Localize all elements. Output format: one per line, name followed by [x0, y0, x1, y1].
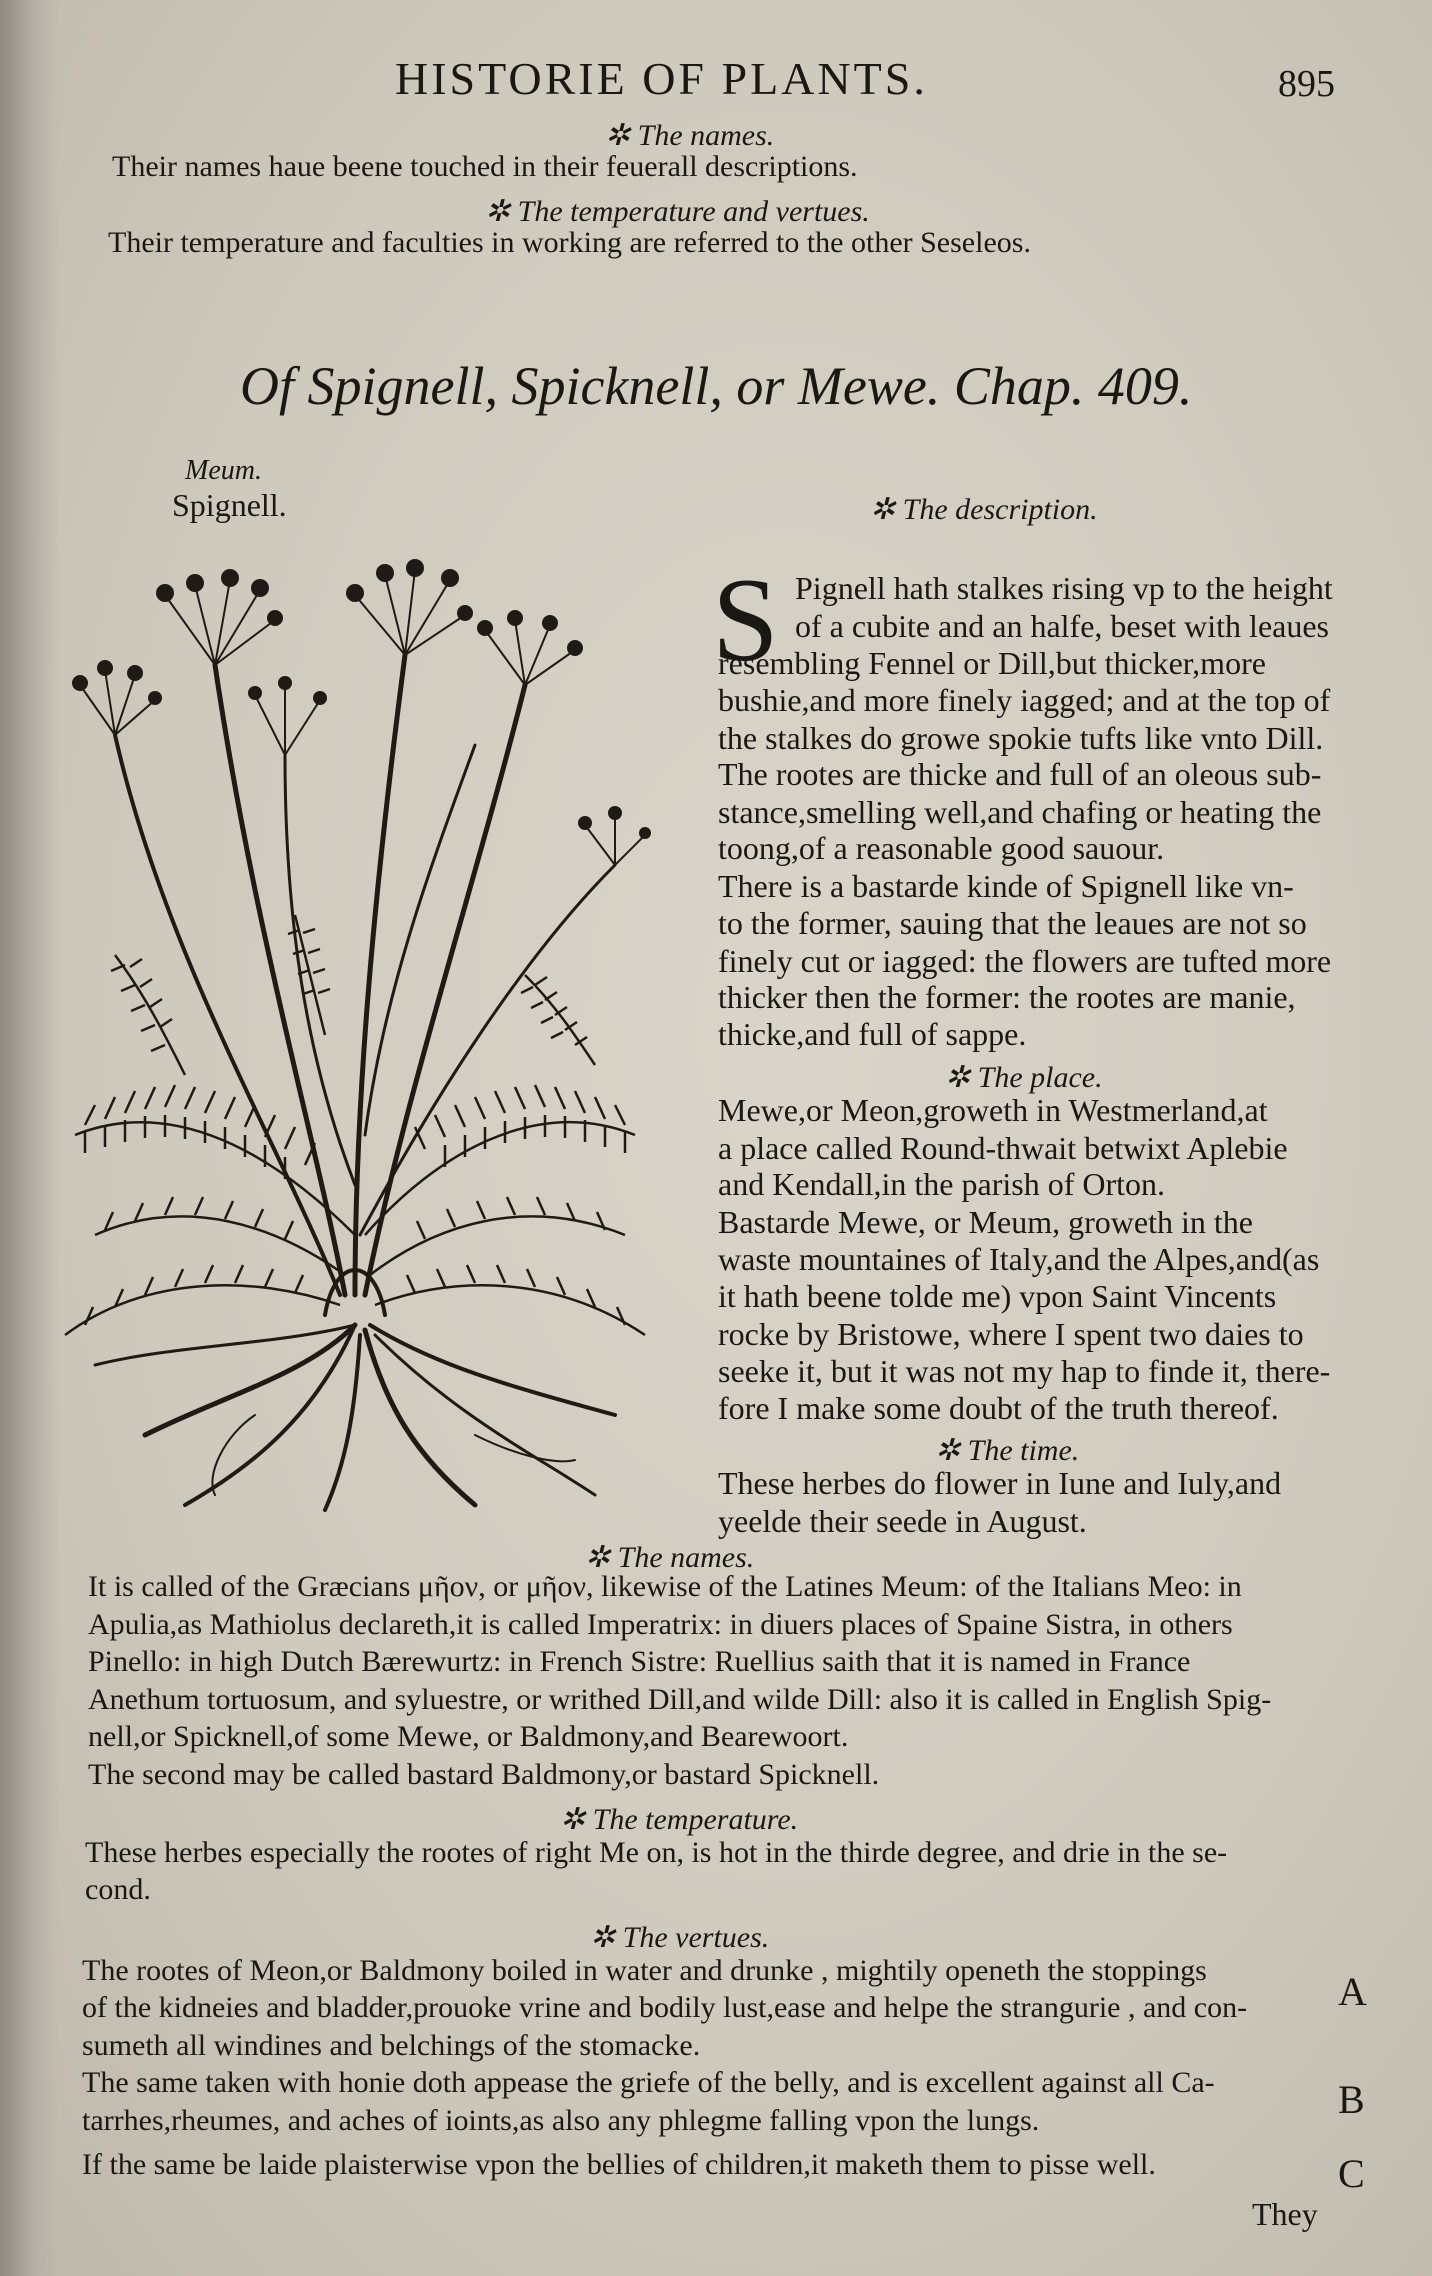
page-number: 895 [1278, 63, 1335, 105]
time-line: yeelde their seede in August. [718, 1503, 1087, 1539]
place-line: fore I make some doubt of the truth thereof. [718, 1390, 1279, 1426]
subhead-vertues: ✲ The vertues. [590, 1921, 770, 1954]
description-line: stance,smelling well,and chafing or heating the [718, 794, 1322, 830]
chapter-title: Of Spignell, Spicknell, or Mewe. Chap. 409. [240, 356, 1193, 416]
names-line: The second may be called bastard Baldmony,or bastard Spicknell. [88, 1758, 880, 1791]
temperature-line: cond. [85, 1873, 151, 1906]
description-line: finely cut or iagged: the flowers are tufted more [718, 943, 1332, 979]
description-line: the stalkes do growe spokie tufts like vnto Dill. [718, 720, 1324, 756]
names-line: Apulia,as Mathiolus declareth,it is called Imperatrix: in diuers places of Spaine Sistra, in others [88, 1608, 1233, 1641]
description-line: thicke,and full of sappe. [718, 1016, 1027, 1052]
figure-caption-english: Spignell. [172, 487, 287, 523]
subhead-time: ✲ The time. [935, 1434, 1080, 1467]
description-line: Pignell hath stalkes rising vp to the height [795, 570, 1333, 606]
temperature-text-top: Their temperature and faculties in working are referred to the other Seseleos. [108, 226, 1031, 259]
margin-letter-c: C [1338, 2151, 1365, 2196]
vertues-line: The same taken with honie doth appease the griefe of the belly, and is excellent against all Ca- [82, 2066, 1215, 2099]
vertues-line: The rootes of Meon,or Baldmony boiled in water and drunke , mightily openeth the stoppings [82, 1954, 1207, 1987]
description-line: The rootes are thicke and full of an oleous sub- [718, 756, 1322, 792]
description-line: resembling Fennel or Dill,but thicker,more [718, 645, 1266, 681]
description-line: bushie,and more finely iagged; and at the top of [718, 682, 1331, 718]
names-line: Anethum tortuosum, and syluestre, or writhed Dill,and wilde Dill: also it is called in English Spig- [88, 1683, 1272, 1716]
subhead-place: ✲ The place. [945, 1061, 1103, 1094]
description-line: thicker then the former: the rootes are manie, [718, 979, 1296, 1015]
place-line: it hath beene tolde me) vpon Saint Vincents [718, 1278, 1277, 1314]
time-line: These herbes do flower in Iune and Iuly,and [718, 1465, 1282, 1501]
page-gutter [0, 0, 60, 2276]
figure-caption-latin: Meum. [185, 455, 262, 486]
names-line: Pinello: in high Dutch Bærewurtz: in French Sistre: Ruellius saith that it is named in France [88, 1645, 1191, 1678]
description-line: to the former, sauing that the leaues are not so [718, 905, 1307, 941]
subhead-temperature-vertues-top: ✲ The temperature and vertues. [485, 195, 870, 228]
subhead-names-bottom: ✲ The names. [585, 1541, 755, 1574]
subhead-description: ✲ The description. [870, 493, 1098, 526]
subhead-names-top: ✲ The names. [605, 119, 775, 152]
margin-letter-a: A [1338, 1969, 1367, 2014]
description-line: of a cubite and an halfe, beset with leaues [795, 608, 1329, 644]
place-line: waste mountaines of Italy,and the Alpes,and(as [718, 1241, 1320, 1277]
vertues-line: sumeth all windines and belchings of the stomacke. [82, 2029, 701, 2062]
vertues-line: If the same be laide plaisterwise vpon the bellies of children,it maketh them to pisse well. [82, 2148, 1156, 2181]
description-line: toong,of a reasonable good sauour. [718, 830, 1165, 866]
place-line: Mewe,or Meon,groweth in Westmerland,at [718, 1092, 1268, 1128]
place-line: and Kendall,in the parish of Orton. [718, 1166, 1165, 1202]
spignell-woodcut-illustration [55, 535, 655, 1525]
description-line: There is a bastarde kinde of Spignell like vn- [718, 868, 1294, 904]
place-line: Bastarde Mewe, or Meum, groweth in the [718, 1204, 1253, 1240]
names-line: It is called of the Græcians μῆον, or μῆον, likewise of the Latines Meum: of the Italians Meo: in [88, 1570, 1242, 1603]
catchword: They [1252, 2196, 1318, 2232]
margin-letter-b: B [1338, 2077, 1365, 2122]
names-line: nell,or Spicknell,of some Mewe, or Baldmony,and Bearewoort. [88, 1720, 849, 1753]
running-head: HISTORIE OF PLANTS. [395, 53, 928, 104]
drop-cap: S [712, 553, 779, 686]
names-text-top: Their names haue beene touched in their feuerall descriptions. [112, 150, 858, 183]
vertues-line: of the kidneies and bladder,prouoke vrine and bodily lust,ease and helpe the strangurie , and con- [82, 1991, 1248, 2024]
place-line: rocke by Bristowe, where I spent two daies to [718, 1316, 1304, 1352]
place-line: seeke it, but it was not my hap to finde it, there- [718, 1353, 1331, 1389]
vertues-line: tarrhes,rheumes, and aches of ioints,as also any phlegme falling vpon the lungs. [82, 2104, 1040, 2137]
temperature-line: These herbes especially the rootes of right Me on, is hot in the thirde degree, and drie in the se- [85, 1836, 1228, 1869]
place-line: a place called Round-thwait betwixt Aplebie [718, 1130, 1288, 1166]
subhead-temperature-bottom: ✲ The temperature. [560, 1803, 799, 1836]
